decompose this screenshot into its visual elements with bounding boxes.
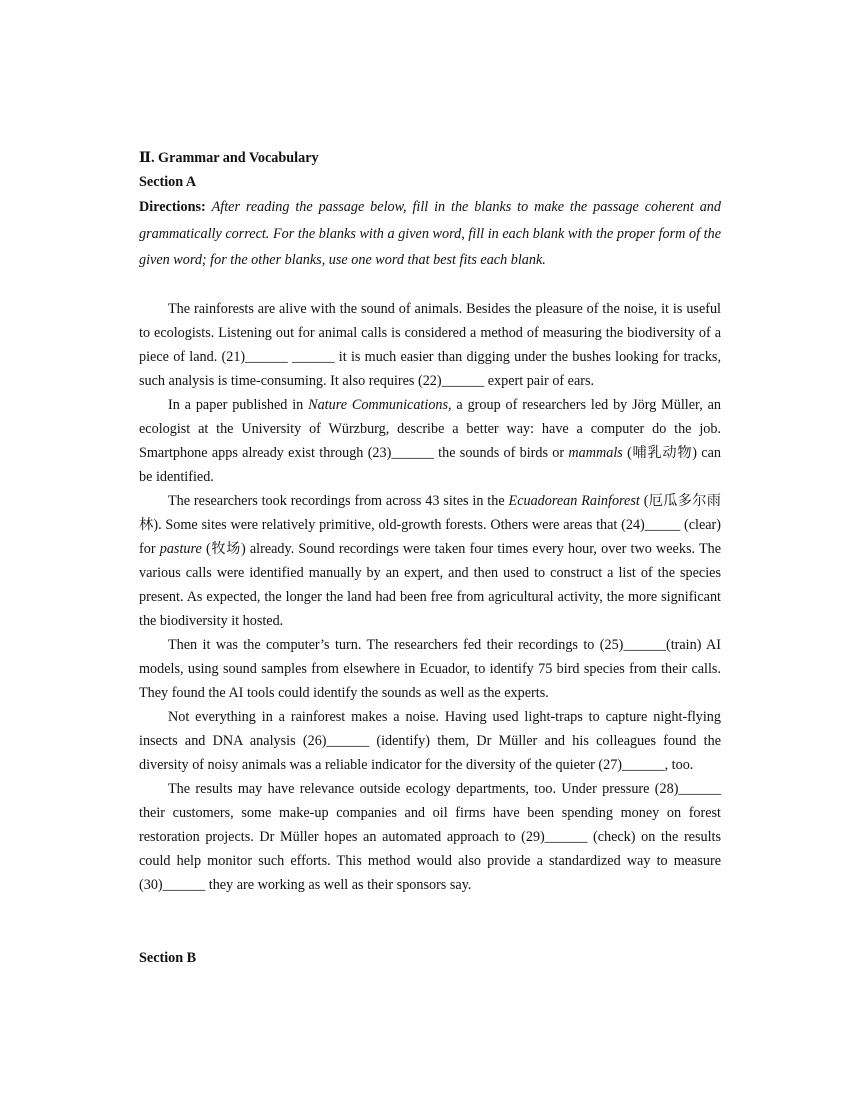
directions-label: Directions: [139,199,206,215]
term-mammals: mammals [568,444,623,461]
directions [139,194,721,274]
term-rainforest: Ecuadorean Rainforest [508,492,640,509]
paragraph-2 [139,393,721,489]
blank-line [139,274,721,297]
part-title: Ⅱ. Grammar and Vocabulary [139,150,319,166]
paragraph-5: Not everything in a rainforest makes a noise. Having used light-traps to capture night-flying insects and DNA analysis (26)______ (identify) them, Dr Müller and his colleagues found the diversity of noisy animals was a reliable indicator for the diversity of the quieter (27)______, too. [139,708,721,773]
p2-text-c: (哺乳动物) can be identified. [139,444,721,485]
p2-text-b: , a group of researchers led by Jörg Müller, an ecologist at the University of Würzburg, describe a better way: have a computer do the job. Smartphone apps already exist through (23)______ the sounds of birds or [139,396,721,461]
paragraph-6: The results may have relevance outside ecology departments, too. Under pressure (28)______ their customers, some make-up companies and oil firms have been spending money on forest restoration projects. Dr Müller hopes an automated approach to (29)______ (check) on the results could help monitor such efforts. This method would also provide a standardized way to measure (30)______ they are working as well as their sponsors say. [139,780,721,893]
paragraph-1: The rainforests are alive with the sound of animals. Besides the pleasure of the noise, it is useful to ecologists. Listening out for animal calls is considered a method of measuring the biodiversity of a piece of land. (21)______ ______ it is much easier than digging under the bushes looking for tracks, such analysis is time-consuming. It also requires (22)______ expert pair of ears. [139,300,721,389]
p3-text-a: The researchers took recordings from across 43 sites in the [168,492,509,509]
paragraph-3 [139,489,721,633]
passage [139,297,721,897]
paragraph-4: Then it was the computer’s turn. The researchers fed their recordings to (25)______(train) AI models, using sound samples from elsewhere in Ecuador, to identify 75 bird species from their calls. They found the AI tools could identify the sounds as well as the experts. [139,636,721,701]
term-pasture: pasture [159,540,202,557]
document-body [139,146,721,897]
p3-text-b: (厄瓜多尔雨林). Some sites were relatively primitive, old-growth forests. Others were areas that (24)_____ (clear) for [139,492,721,557]
directions-text: After reading the passage below, fill in the blanks to make the passage coherent and grammatically correct. For the blanks with a given word, fill in each blank with the proper form of the given word; for the other blanks, use one word that best fits each blank. [139,199,721,268]
p2-text-a: In a paper published in [168,396,309,413]
section-b-title: Section B [139,950,197,966]
journal-name: Nature Communications [308,396,449,413]
p3-text-c: (牧场) already. Sound recordings were taken four times every hour, over two weeks. The various calls were identified manually by an expert, and then used to construct a list of the species present. As expected, the longer the land had been free from agricultural activity, the more significant the biodiversity it hosted. [139,540,721,629]
section-a-title: Section A [139,174,197,190]
